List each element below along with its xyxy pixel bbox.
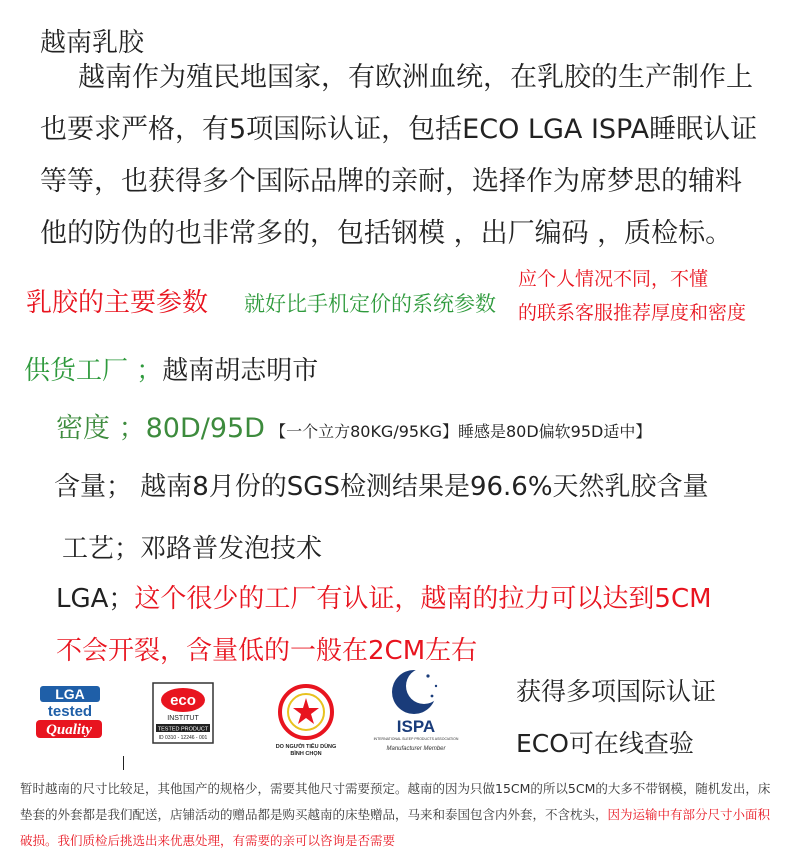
intro-line-2: 也要求严格，有5项国际认证，包括ECO LGA ISPA睡眠认证	[40, 114, 758, 145]
intro-line-4: 他的防伪的也非常多的，包括钢模 ，出厂编码 ，质检标。	[40, 218, 733, 249]
footer-part-1: 暂时越南的尺寸比较足，其他国产的规格少，需要其他尺寸需要预定。越南的因为只做15CM的所以5CM的大多不带钢模，随机发出，床垫套的外套都是我们配送，店铺活动的赠品都是购买越南的床垫赠品，马来和泰国包含内外套，不含枕头，	[20, 781, 771, 822]
craft-row: 工艺；邓路普发泡技术	[62, 534, 323, 564]
content-row: 含量； 越南8月份的SGS检测结果是96.6%天然乳胶含量	[54, 472, 709, 502]
lga-logo-top: LGA	[55, 686, 85, 702]
ispa-logo-name: ISPA	[396, 717, 436, 736]
ispa-logo-sub: INTERNATIONAL SLEEP PRODUCTS ASSOCIATION	[373, 737, 459, 741]
footer-part-2: 因为运输中有部分尺寸小面积破损。我们质检后挑选出来优惠处理，	[20, 807, 771, 848]
vn-logo-caption-1: DO NGƯỜI TIÊU DÙNG	[275, 744, 337, 750]
eco-logo-id: ID 0310 - 12246 - 001	[158, 735, 208, 741]
divider-mark	[123, 756, 124, 770]
eco-logo-institut: INSTITUT	[167, 715, 199, 722]
ispa-logo	[373, 666, 459, 758]
vn-logo-caption-2: BÌNH CHỌN	[290, 751, 322, 757]
params-note-line-2: 的联系客服推荐厚度和密度	[518, 302, 747, 324]
params-heading: 乳胶的主要参数	[26, 288, 209, 318]
eco-logo	[152, 682, 214, 744]
lga-row	[56, 578, 712, 615]
footer-note	[20, 776, 780, 854]
cert-line-1: 获得多项国际认证	[516, 677, 717, 706]
vietnam-quality-logo	[268, 680, 344, 758]
lga-logo-quality: Quality	[46, 722, 92, 738]
lga-label: LGA；	[56, 584, 135, 614]
factory-row	[24, 350, 318, 387]
density-row	[56, 406, 651, 445]
params-note-line-1: 应个人情况不同，不懂	[518, 268, 709, 290]
factory-label: 供货工厂 ；	[24, 356, 163, 386]
intro-line-3: 等等，也获得多个国际品牌的亲耐，选择作为席梦思的辅料	[40, 166, 742, 197]
eco-logo-tested: TESTED PRODUCT	[157, 726, 209, 733]
lga-logo-tested: tested	[47, 703, 93, 720]
ispa-logo-member: Manufacturer Member	[386, 746, 446, 752]
density-note: 【一个立方80KG/95KG】睡感是80D偏软95D适中】	[270, 422, 652, 441]
eco-logo-main: eco	[170, 692, 196, 709]
intro-line-1: 越南作为殖民地国家，有欧洲血统，在乳胶的生产制作上	[78, 62, 753, 93]
params-subheading: 就好比手机定价的系统参数	[244, 292, 496, 316]
footer-part-3: 有需要的亲可以咨询是否需要	[232, 833, 396, 848]
lga-text-2: 不会开裂，含量低的一般在2CM左右	[56, 636, 478, 666]
cert-line-2: ECO可在线查验	[516, 729, 694, 758]
lga-text-1: 这个很少的工厂有认证，越南的拉力可以达到5CM	[134, 584, 712, 614]
density-label: 密度 ；80D/95D	[56, 413, 265, 444]
lga-logo	[28, 682, 112, 742]
page-title: 越南乳胶	[40, 28, 145, 58]
factory-value: 越南胡志明市	[162, 356, 319, 386]
